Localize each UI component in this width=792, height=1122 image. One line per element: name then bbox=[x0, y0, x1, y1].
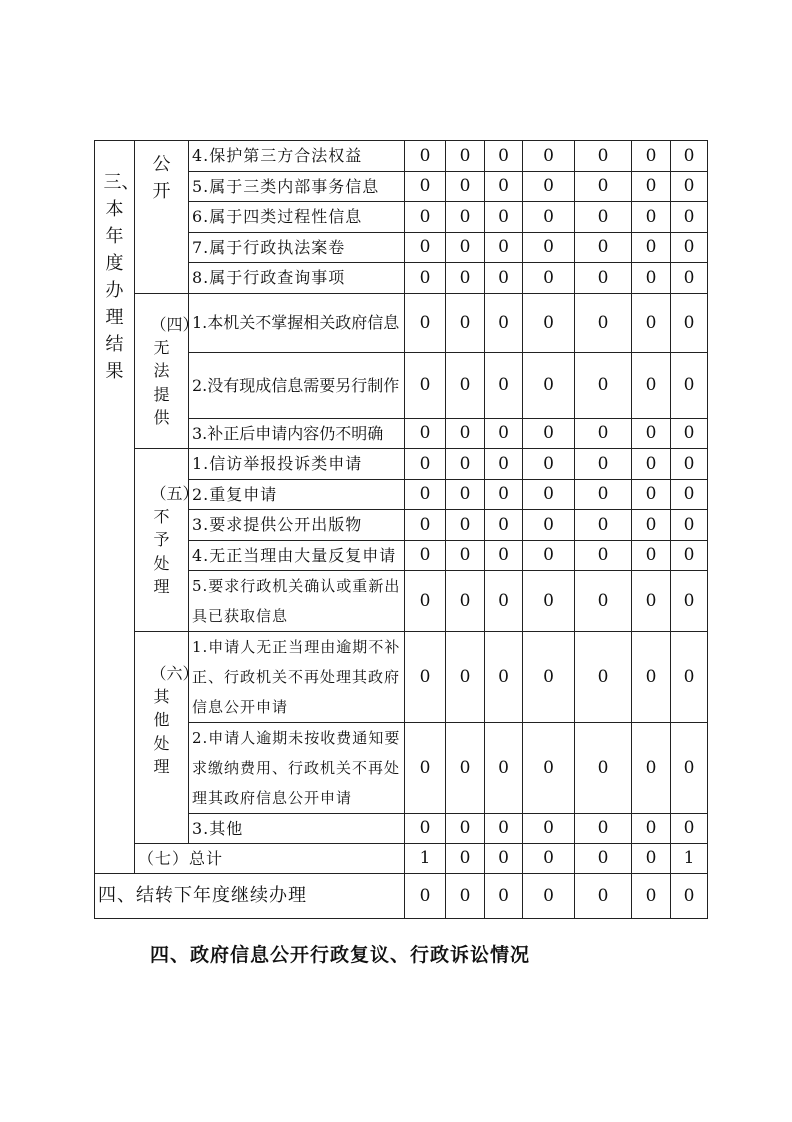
row-label: 4.保护第三方合法权益 bbox=[189, 141, 405, 172]
value-cell: 0 bbox=[446, 353, 485, 419]
value-cell: 0 bbox=[575, 541, 632, 571]
value-cell: 0 bbox=[632, 233, 671, 263]
value-cell: 0 bbox=[671, 723, 708, 814]
value-cell: 0 bbox=[632, 294, 671, 353]
carry-row bbox=[95, 874, 708, 919]
total-row bbox=[95, 844, 708, 874]
value-cell: 0 bbox=[575, 294, 632, 353]
value-cell: 0 bbox=[632, 480, 671, 510]
value-cell: 0 bbox=[523, 353, 575, 419]
value-cell: 0 bbox=[405, 202, 446, 233]
value-cell: 0 bbox=[405, 353, 446, 419]
total-label: （七）总计 bbox=[135, 844, 405, 874]
value-cell: 0 bbox=[523, 844, 575, 874]
group-5-cell bbox=[135, 449, 199, 632]
carry-label: 四、结转下年度继续办理 bbox=[95, 874, 405, 919]
section-label-cell bbox=[95, 141, 140, 874]
results-table bbox=[94, 140, 708, 919]
value-cell: 0 bbox=[485, 510, 523, 541]
value-cell: 0 bbox=[632, 874, 671, 919]
value-cell: 0 bbox=[575, 874, 632, 919]
value-cell: 0 bbox=[405, 480, 446, 510]
value-cell: 0 bbox=[485, 571, 523, 632]
value-cell: 0 bbox=[405, 510, 446, 541]
group-4-cell bbox=[135, 294, 199, 449]
value-cell: 0 bbox=[446, 814, 485, 844]
value-cell: 0 bbox=[632, 632, 671, 723]
value-cell: 0 bbox=[446, 844, 485, 874]
value-cell: 0 bbox=[575, 233, 632, 263]
row-label: 2.重复申请 bbox=[189, 480, 405, 510]
row-label: 6.属于四类过程性信息 bbox=[189, 202, 405, 233]
value-cell: 0 bbox=[485, 723, 523, 814]
value-cell: 0 bbox=[632, 723, 671, 814]
value-cell: 0 bbox=[485, 202, 523, 233]
value-cell: 0 bbox=[485, 419, 523, 449]
row-label: 5.属于三类内部事务信息 bbox=[189, 172, 405, 202]
group-open-label: 公开 bbox=[152, 154, 171, 202]
value-cell: 0 bbox=[575, 814, 632, 844]
value-cell: 0 bbox=[671, 141, 708, 172]
row-label: 4.无正当理由大量反复申请 bbox=[189, 541, 405, 571]
value-cell: 0 bbox=[523, 202, 575, 233]
value-cell: 0 bbox=[446, 510, 485, 541]
value-cell: 0 bbox=[446, 449, 485, 480]
value-cell: 1 bbox=[405, 844, 446, 874]
value-cell: 0 bbox=[405, 263, 446, 294]
value-cell: 0 bbox=[523, 172, 575, 202]
value-cell: 0 bbox=[405, 874, 446, 919]
value-cell: 0 bbox=[405, 571, 446, 632]
value-cell: 0 bbox=[446, 541, 485, 571]
row-label: 1.本机关不掌握相关政府信息 bbox=[189, 294, 405, 353]
value-cell: 0 bbox=[446, 723, 485, 814]
value-cell: 0 bbox=[671, 541, 708, 571]
value-cell: 0 bbox=[575, 263, 632, 294]
group-open-cell bbox=[135, 141, 189, 294]
row-label: 5.要求行政机关确认或重新出具已获取信息 bbox=[189, 571, 405, 632]
row-label: 2.没有现成信息需要另行制作 bbox=[189, 353, 405, 419]
value-cell: 0 bbox=[405, 419, 446, 449]
value-cell: 0 bbox=[671, 632, 708, 723]
row-label: 1.申请人无正当理由逾期不补正、行政机关不再处理其政府信息公开申请 bbox=[189, 632, 405, 723]
value-cell: 0 bbox=[523, 510, 575, 541]
value-cell: 0 bbox=[405, 233, 446, 263]
value-cell: 0 bbox=[523, 874, 575, 919]
value-cell: 0 bbox=[575, 510, 632, 541]
section-label: 三、本年度办理结果 bbox=[103, 172, 140, 382]
value-cell: 0 bbox=[523, 723, 575, 814]
value-cell: 0 bbox=[575, 449, 632, 480]
value-cell: 0 bbox=[485, 141, 523, 172]
value-cell: 0 bbox=[671, 571, 708, 632]
value-cell: 0 bbox=[575, 480, 632, 510]
value-cell: 0 bbox=[575, 202, 632, 233]
value-cell: 0 bbox=[671, 814, 708, 844]
value-cell: 0 bbox=[446, 874, 485, 919]
value-cell: 0 bbox=[671, 353, 708, 419]
value-cell: 0 bbox=[405, 632, 446, 723]
value-cell: 0 bbox=[632, 844, 671, 874]
value-cell: 0 bbox=[446, 141, 485, 172]
value-cell: 0 bbox=[575, 419, 632, 449]
value-cell: 0 bbox=[446, 172, 485, 202]
value-cell: 0 bbox=[632, 353, 671, 419]
value-cell: 0 bbox=[485, 480, 523, 510]
value-cell: 0 bbox=[446, 202, 485, 233]
value-cell: 0 bbox=[405, 449, 446, 480]
group-4-label: （四）无法提供 bbox=[150, 315, 199, 427]
value-cell: 0 bbox=[446, 263, 485, 294]
group-5-label: （五）不予处理 bbox=[150, 484, 199, 596]
value-cell: 0 bbox=[632, 449, 671, 480]
value-cell: 0 bbox=[575, 172, 632, 202]
value-cell: 0 bbox=[671, 449, 708, 480]
value-cell: 0 bbox=[446, 632, 485, 723]
value-cell: 0 bbox=[632, 814, 671, 844]
value-cell: 0 bbox=[523, 571, 575, 632]
value-cell: 0 bbox=[632, 202, 671, 233]
value-cell: 0 bbox=[485, 294, 523, 353]
value-cell: 0 bbox=[671, 874, 708, 919]
value-cell: 0 bbox=[523, 419, 575, 449]
value-cell: 0 bbox=[632, 419, 671, 449]
value-cell: 0 bbox=[485, 172, 523, 202]
row-label: 2.申请人逾期未按收费通知要求缴纳费用、行政机关不再处理其政府信息公开申请 bbox=[189, 723, 405, 814]
value-cell: 0 bbox=[575, 844, 632, 874]
table-row bbox=[95, 449, 708, 480]
value-cell: 0 bbox=[485, 233, 523, 263]
value-cell: 0 bbox=[446, 233, 485, 263]
value-cell: 0 bbox=[405, 294, 446, 353]
value-cell: 0 bbox=[671, 202, 708, 233]
value-cell: 0 bbox=[485, 844, 523, 874]
value-cell: 0 bbox=[446, 419, 485, 449]
value-cell: 0 bbox=[523, 233, 575, 263]
value-cell: 0 bbox=[575, 632, 632, 723]
value-cell: 0 bbox=[671, 419, 708, 449]
value-cell: 0 bbox=[485, 814, 523, 844]
value-cell: 0 bbox=[523, 480, 575, 510]
value-cell: 0 bbox=[632, 541, 671, 571]
row-label: 1.信访举报投诉类申请 bbox=[189, 449, 405, 480]
value-cell: 0 bbox=[671, 263, 708, 294]
value-cell: 0 bbox=[632, 263, 671, 294]
value-cell: 0 bbox=[671, 510, 708, 541]
group-6-label: （六）其他处理 bbox=[150, 664, 199, 776]
value-cell: 0 bbox=[575, 353, 632, 419]
table-row bbox=[95, 294, 708, 353]
value-cell: 0 bbox=[523, 449, 575, 480]
value-cell: 0 bbox=[632, 571, 671, 632]
value-cell: 0 bbox=[523, 814, 575, 844]
value-cell: 0 bbox=[485, 874, 523, 919]
value-cell: 0 bbox=[405, 141, 446, 172]
row-label: 8.属于行政查询事项 bbox=[189, 263, 405, 294]
row-label: 3.补正后申请内容仍不明确 bbox=[189, 419, 405, 449]
section-heading: 四、政府信息公开行政复议、行政诉讼情况 bbox=[150, 944, 531, 966]
value-cell: 0 bbox=[632, 510, 671, 541]
row-label: 3.其他 bbox=[189, 814, 405, 844]
value-cell: 0 bbox=[523, 141, 575, 172]
value-cell: 0 bbox=[485, 353, 523, 419]
value-cell: 0 bbox=[523, 632, 575, 723]
value-cell: 0 bbox=[405, 541, 446, 571]
table-row bbox=[95, 141, 708, 172]
value-cell: 0 bbox=[485, 541, 523, 571]
value-cell: 0 bbox=[446, 294, 485, 353]
value-cell: 0 bbox=[575, 723, 632, 814]
value-cell: 0 bbox=[671, 480, 708, 510]
value-cell: 0 bbox=[575, 141, 632, 172]
row-label: 3.要求提供公开出版物 bbox=[189, 510, 405, 541]
value-cell: 0 bbox=[671, 294, 708, 353]
value-cell: 0 bbox=[632, 172, 671, 202]
value-cell: 0 bbox=[485, 449, 523, 480]
value-cell: 0 bbox=[405, 814, 446, 844]
value-cell: 0 bbox=[405, 723, 446, 814]
value-cell: 1 bbox=[671, 844, 708, 874]
row-label: 7.属于行政执法案卷 bbox=[189, 233, 405, 263]
value-cell: 0 bbox=[575, 571, 632, 632]
value-cell: 0 bbox=[485, 632, 523, 723]
value-cell: 0 bbox=[523, 294, 575, 353]
value-cell: 0 bbox=[405, 172, 446, 202]
value-cell: 0 bbox=[671, 172, 708, 202]
value-cell: 0 bbox=[523, 263, 575, 294]
value-cell: 0 bbox=[671, 233, 708, 263]
value-cell: 0 bbox=[485, 263, 523, 294]
table-row bbox=[95, 632, 708, 723]
group-6-cell bbox=[135, 632, 199, 844]
value-cell: 0 bbox=[446, 480, 485, 510]
value-cell: 0 bbox=[632, 141, 671, 172]
value-cell: 0 bbox=[446, 571, 485, 632]
value-cell: 0 bbox=[523, 541, 575, 571]
